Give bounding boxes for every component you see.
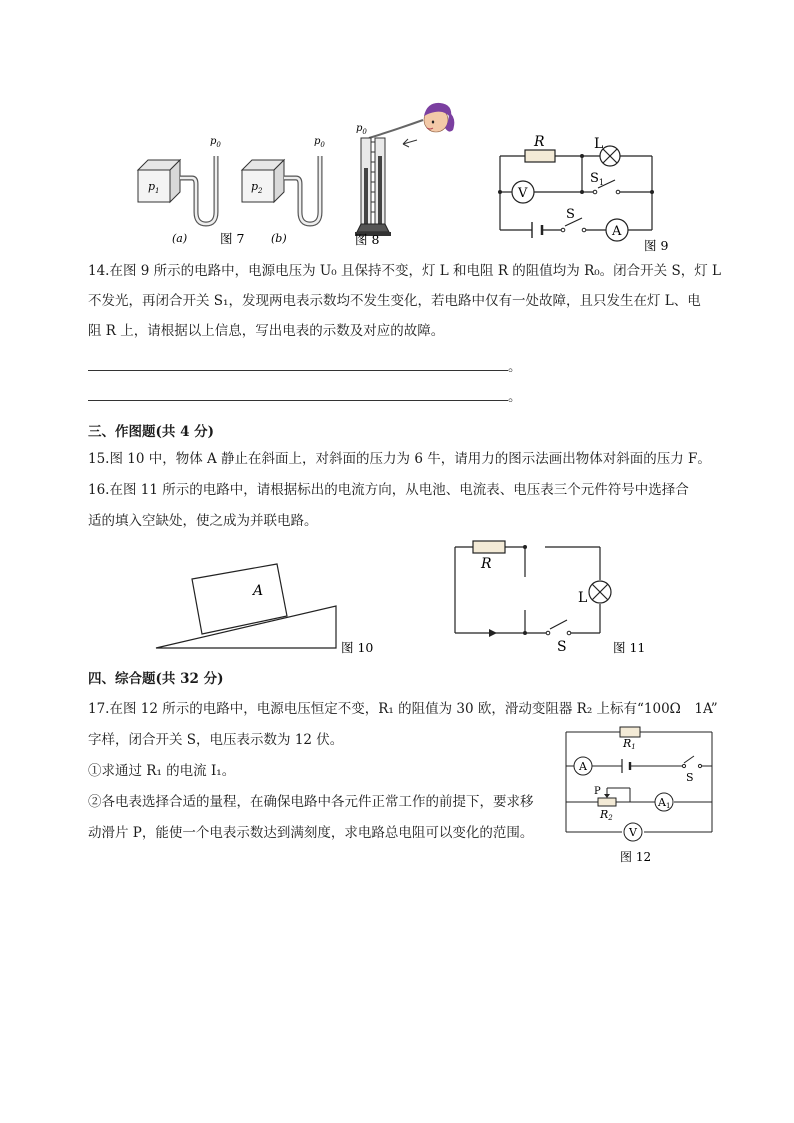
manometer-column bbox=[355, 138, 391, 236]
switch-s-fig12 bbox=[682, 764, 685, 767]
q17-line-2: 字样，闭合开关 S，电压表示数为 12 伏。 bbox=[88, 732, 344, 748]
block-a-label: A bbox=[253, 583, 264, 599]
svg-text:V: V bbox=[518, 186, 528, 201]
answer-line-1[interactable] bbox=[88, 370, 508, 371]
p2-label: $p_2$ bbox=[251, 180, 263, 195]
airflow-arrow-icon bbox=[403, 139, 417, 147]
container-box-a bbox=[138, 160, 180, 202]
figure-7 bbox=[130, 128, 340, 248]
u-tube-a bbox=[180, 156, 216, 224]
figure-12 bbox=[560, 720, 720, 870]
p0-label-a: $p_0$ bbox=[210, 136, 221, 149]
figure-8 bbox=[345, 98, 460, 248]
answer-line-2-end: 。 bbox=[508, 389, 522, 405]
svg-text:V: V bbox=[629, 826, 637, 839]
slider-p-icon bbox=[604, 794, 610, 798]
section-4-heading: 四、综合题(共 32 分) bbox=[88, 671, 224, 687]
s-label: S bbox=[566, 207, 575, 222]
fig8-caption: 图 8 bbox=[355, 232, 380, 247]
q17-part-2-line-2: 动滑片 P，能使一个电表示数达到满刻度，求电路总电阻可以变化的范围。 bbox=[88, 825, 534, 841]
answer-line-1-end: 。 bbox=[508, 359, 522, 375]
q14-line-1: 14.在图 9 所示的电路中，电源电压为 U₀ 且保持不变，灯 L 和电阻 R 的阻值均为 R₀。闭合开关 S，灯 L bbox=[88, 263, 721, 279]
fig12-caption: 图 12 bbox=[620, 850, 652, 864]
resistor-r bbox=[525, 150, 555, 162]
fig11-caption: 图 11 bbox=[613, 640, 646, 655]
straw bbox=[369, 120, 423, 138]
q17-line-1: 17.在图 12 所示的电路中，电源电压恒定不变，R₁ 的阻值为 30 欧，滑动变阻器 R₂ 上标有“100Ω 1A” bbox=[88, 701, 718, 717]
p1-label: $p_1$ bbox=[148, 180, 160, 195]
svg-text:A: A bbox=[579, 760, 587, 773]
switch-s bbox=[561, 228, 565, 232]
voltmeter-v bbox=[512, 181, 534, 203]
q17-part-1: ①求通过 R₁ 的电流 I₁。 bbox=[88, 763, 236, 779]
fig10-caption: 图 10 bbox=[341, 640, 374, 655]
r2-label: R2 bbox=[600, 808, 613, 822]
resistor-r1 bbox=[620, 727, 640, 737]
resistor-r-fig11 bbox=[473, 541, 505, 553]
fig7-caption: 图 7 bbox=[220, 231, 245, 246]
svg-text:A: A bbox=[612, 224, 622, 239]
lamp-l-fig11 bbox=[589, 581, 611, 603]
q14-line-2: 不发光，再闭合开关 S₁，发现两电表示数均不发生变化，若电路中仅有一处故障，且只发生在灯 L、电 bbox=[88, 293, 701, 309]
girl-illustration bbox=[424, 103, 454, 132]
voltmeter-v-fig12 bbox=[624, 823, 642, 841]
ammeter-a1 bbox=[655, 793, 673, 811]
q14-line-3: 阻 R 上，请根据以上信息，写出电表的示数及对应的故障。 bbox=[88, 323, 445, 339]
q16-line-1: 16.在图 11 所示的电路中，请根据标出的电流方向，从电池、电流表、电压表三个元件符号中选择合 bbox=[88, 482, 689, 498]
r-label: R bbox=[534, 134, 545, 150]
battery bbox=[532, 222, 542, 238]
fig7-label-a: (a) bbox=[172, 232, 188, 245]
figure-10 bbox=[150, 560, 390, 660]
switch-s1 bbox=[593, 190, 597, 194]
p0-label-b: $p_0$ bbox=[314, 136, 325, 149]
q16-line-2: 适的填入空缺处，使之成为并联电路。 bbox=[88, 513, 318, 529]
q17-part-2-line-1: ②各电表选择合适的量程，在确保电路中各元件正常工作的前提下，要求移 bbox=[88, 794, 534, 810]
l-label: L bbox=[594, 136, 604, 152]
ammeter-a bbox=[606, 219, 628, 241]
switch-s-fig11 bbox=[546, 631, 550, 635]
s-label-fig12: S bbox=[686, 771, 694, 784]
figure-11 bbox=[445, 535, 655, 660]
battery-fig12 bbox=[622, 759, 630, 773]
container-box-b bbox=[242, 160, 284, 202]
rheostat-r2 bbox=[598, 798, 616, 806]
answer-line-2[interactable] bbox=[88, 400, 508, 401]
current-arrow-icon bbox=[489, 629, 497, 637]
q15-line-1: 15.图 10 中，物体 A 静止在斜面上，对斜面的压力为 6 牛，请用力的图示法画出物体对斜面的压力 F。 bbox=[88, 451, 711, 467]
u-tube-b bbox=[284, 156, 320, 224]
svg-text:A1: A1 bbox=[658, 796, 671, 810]
ammeter-a-fig12 bbox=[574, 757, 592, 775]
section-3-heading: 三、作图题(共 4 分) bbox=[88, 424, 215, 440]
p-label: P bbox=[594, 786, 601, 797]
fig7-label-b: (b) bbox=[271, 232, 287, 245]
s-label-fig11: S bbox=[557, 639, 567, 655]
r-label-fig11: R bbox=[481, 556, 492, 572]
p0-label-fig8: $p_0$ bbox=[356, 123, 367, 136]
r1-label: R1 bbox=[623, 737, 636, 751]
l-label-fig11: L bbox=[578, 590, 588, 606]
fig9-caption: 图 9 bbox=[644, 238, 669, 253]
s1-label: $S_1$ bbox=[590, 171, 604, 187]
figure-9 bbox=[490, 128, 680, 256]
